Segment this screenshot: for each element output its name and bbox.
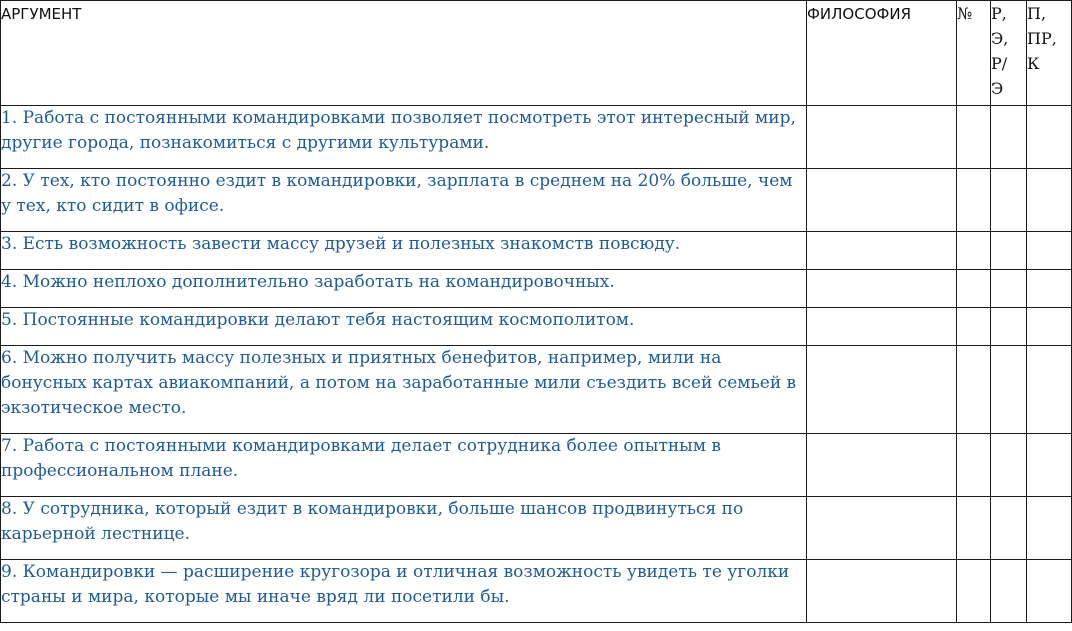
r-e-cell[interactable] [991,169,1027,232]
table-row [1,106,1072,169]
header-p-line-2: ПР, [1027,29,1057,48]
table-row [1,270,1072,308]
argument-cell: 9. Командировки — расширение кругозора и отличная возможность увидеть те уголки страны и мира, которые мы иначе вряд ли посетили бы. [1,560,807,623]
p-pr-k-cell[interactable] [1027,434,1072,497]
r-e-cell[interactable] [991,434,1027,497]
r-e-cell[interactable] [991,308,1027,346]
p-pr-k-cell[interactable] [1027,308,1072,346]
table-row [1,497,1072,560]
header-argument-label: АРГУМЕНТ [1,5,82,23]
argument-cell: 2. У тех, кто постоянно ездит в командировки, зарплата в среднем на 20% больше, чем у тех, кто сидит в офисе. [1,169,807,232]
philosophy-cell[interactable] [807,232,957,270]
r-e-cell[interactable] [991,270,1027,308]
header-r-line-2: Э, [991,29,1009,48]
header-argument [1,1,807,106]
p-pr-k-cell[interactable] [1027,497,1072,560]
header-r-e [991,1,1027,106]
number-cell[interactable] [957,497,991,560]
header-r-line-1: Р, [991,4,1007,23]
r-e-cell[interactable] [991,106,1027,169]
header-philosophy-label: ФИЛОСОФИЯ [807,5,912,23]
r-e-cell[interactable] [991,497,1027,560]
r-e-cell[interactable] [991,232,1027,270]
header-number-label: № [957,4,973,23]
argument-cell: 1. Работа с постоянными командировками позволяет посмотреть этот интересный мир, другие города, познакомиться с другими культурами. [1,106,807,169]
argument-cell: 5. Постоянные командировки делают тебя настоящим космополитом. [1,308,807,346]
number-cell[interactable] [957,346,991,434]
number-cell[interactable] [957,169,991,232]
argument-cell: 7. Работа с постоянными командировками делает сотрудника более опытным в профессиональном плане. [1,434,807,497]
philosophy-cell[interactable] [807,308,957,346]
number-cell[interactable] [957,232,991,270]
table-row [1,346,1072,434]
header-p-line-3: К [1027,54,1040,73]
philosophy-cell[interactable] [807,106,957,169]
r-e-cell[interactable] [991,560,1027,623]
p-pr-k-cell[interactable] [1027,169,1072,232]
number-cell[interactable] [957,270,991,308]
argument-cell: 4. Можно неплохо дополнительно заработать на командировочных. [1,270,807,308]
header-r-line-3: Р/ [991,54,1008,73]
table-row [1,308,1072,346]
header-row [1,1,1072,106]
header-number [957,1,991,106]
p-pr-k-cell[interactable] [1027,106,1072,169]
argument-cell: 8. У сотрудника, который ездит в командировки, больше шансов продвинуться по карьерной лестнице. [1,497,807,560]
philosophy-cell[interactable] [807,346,957,434]
table-row [1,169,1072,232]
argument-cell: 6. Можно получить массу полезных и приятных бенефитов, например, мили на бонусных картах авиакомпаний, а потом на заработанные мили съездить всей семьей в экзотическое место. [1,346,807,434]
header-p-line-1: П, [1027,4,1047,23]
philosophy-cell[interactable] [807,434,957,497]
header-p-pr-k [1027,1,1072,106]
header-philosophy [807,1,957,106]
table-row [1,232,1072,270]
r-e-cell[interactable] [991,346,1027,434]
philosophy-cell[interactable] [807,560,957,623]
philosophy-cell[interactable] [807,270,957,308]
number-cell[interactable] [957,434,991,497]
p-pr-k-cell[interactable] [1027,346,1072,434]
philosophy-cell[interactable] [807,497,957,560]
number-cell[interactable] [957,106,991,169]
number-cell[interactable] [957,308,991,346]
p-pr-k-cell[interactable] [1027,270,1072,308]
philosophy-cell[interactable] [807,169,957,232]
number-cell[interactable] [957,560,991,623]
p-pr-k-cell[interactable] [1027,232,1072,270]
header-r-line-4: Э [991,79,1004,98]
argument-cell: 3. Есть возможность завести массу друзей и полезных знакомств повсюду. [1,232,807,270]
table-row [1,560,1072,623]
table-row [1,434,1072,497]
p-pr-k-cell[interactable] [1027,560,1072,623]
